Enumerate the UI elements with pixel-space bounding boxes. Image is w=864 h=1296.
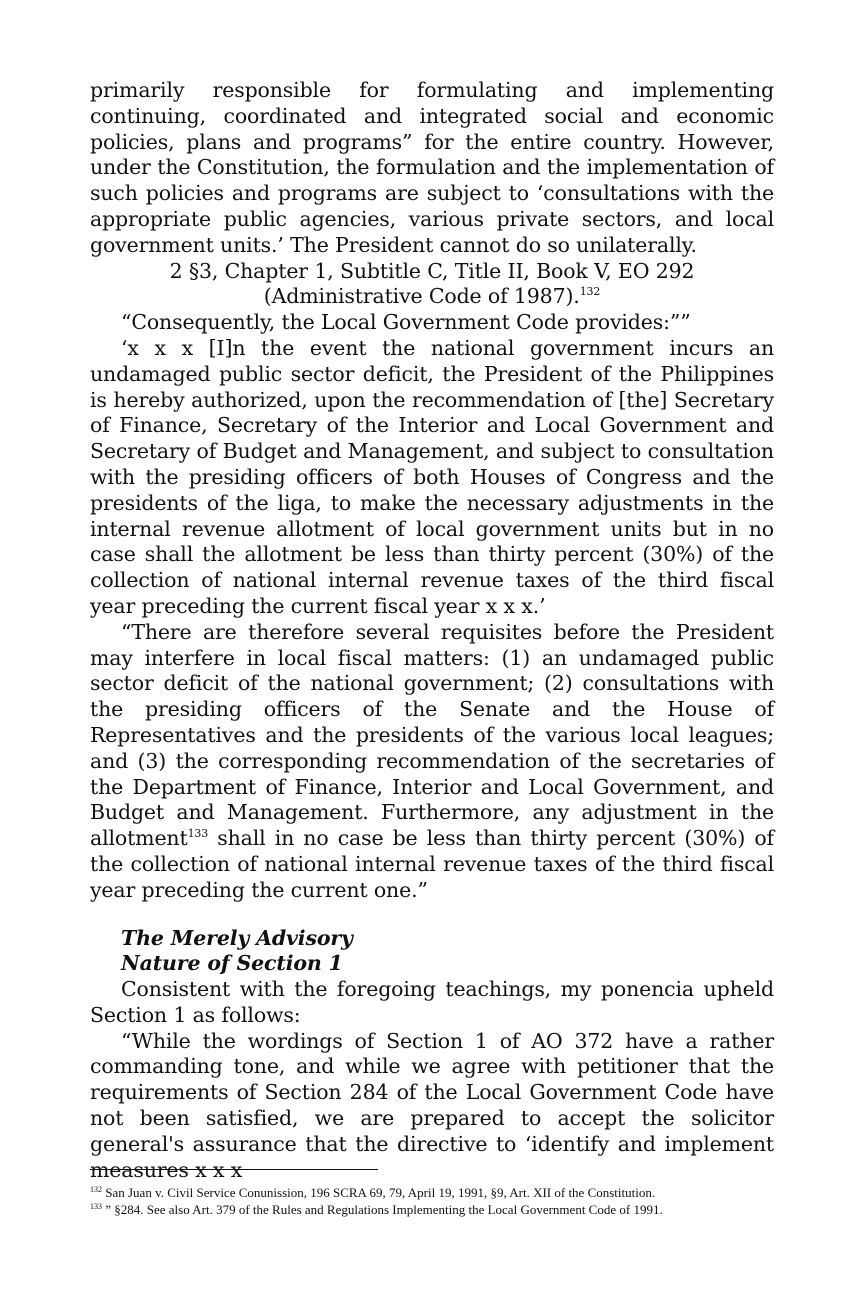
paragraph-continuation: primarily responsible for formulating and implementing continuing, coordinated and integrated social and economic policies, plans and programs” for the entire country. However, under the Constitution, the formulation and the implementation of such policies and programs are subject to ‘consultations with the appropriate public agencies, various private sectors, and local government units.’ The President cannot do so unilaterally.	[90, 78, 774, 257]
heading-line-2: Nature of Section 1	[121, 951, 343, 976]
paragraph-requisites	[90, 620, 774, 904]
paragraph-code-intro: “Consequently, the Local Government Code provides:””	[121, 310, 691, 335]
requisites-text-b: shall in no case be less than thirty percent (30%) of the collection of national internal revenue taxes of the third fiscal year preceding the current one.”	[90, 826, 774, 902]
page-body	[90, 78, 774, 1183]
footnote-divider	[90, 1169, 378, 1170]
paragraph-ponencia: Consistent with the foregoing teachings, my ponencia upheld Section 1 as follows:	[90, 977, 774, 1027]
footnote-number: 132	[90, 1185, 102, 1194]
citation-text: 2 §3, Chapter 1, Subtitle C, Title II, Book V, EO 292 (Administrative Code of 1987).	[169, 258, 695, 309]
footnote-number: 133	[90, 1202, 102, 1211]
footnotes	[90, 1184, 790, 1218]
footnote-text: ” §284. See also Art. 379 of the Rules and Regulations Implementing the Local Government Code of 1991.	[102, 1202, 663, 1217]
heading-line-1: The Merely Advisory	[121, 925, 353, 950]
footnote-132	[90, 1184, 790, 1201]
footnote-133	[90, 1201, 790, 1218]
citation-paragraph	[90, 259, 774, 311]
requisites-text-a: “There are therefore several requisites before the President may interfere in local fiscal matters: (1) an undamaged public sector deficit of the national government; (2) consultations with the presiding officers of the Senate and the House of Representatives and the presidents of the various local leagues; and (3) the corresponding recommendation of the secretaries of the Department of Finance, Interior and Local Government, and Budget and Management. Furthermore, any adjustment in the allotment	[90, 619, 774, 851]
footnote-text: San Juan v. Civil Service Conunission, 196 SCRA 69, 79, April 19, 1991, §9, Art. XII of the Constitution.	[102, 1185, 656, 1200]
paragraph-ponencia-quote: “While the wordings of Section 1 of AO 372 have a rather commanding tone, and while we agree with petitioner that the requirements of Section 284 of the Local Government Code have not been satisfied, we are prepared to accept the solicitor general's assurance that the directive to ‘identify and implement measures x x x	[90, 1028, 774, 1182]
footnote-ref-132[interactable]: 132	[579, 285, 601, 299]
section-heading	[121, 926, 774, 978]
footnote-ref-133[interactable]: 133	[187, 827, 209, 841]
paragraph-code-quote: ‘x x x [I]n the event the national government incurs an undamaged public sector deficit, the President of the Philippines is hereby authorized, upon the recommendation of [the] Secretary of Finance, Secretary of the Interior and Local Government and Secretary of Budget and Management, and subject to consultation with the presiding officers of both Houses of Congress and the presidents of the liga, to make the necessary adjustments in the internal revenue allotment of local government units but in no case shall the allotment be less than thirty percent (30%) of the collection of national internal revenue taxes of the third fiscal year preceding the current fiscal year x x x.’	[90, 335, 774, 618]
